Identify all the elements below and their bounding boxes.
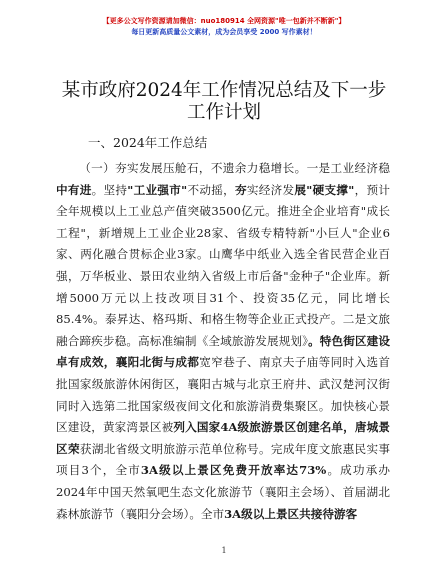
bold-text-run: 3A级以上景区免费开放率达73% (140, 463, 327, 478)
text-run: 实经济发 (246, 182, 295, 197)
text-run: 不动摇， (187, 182, 235, 197)
promo-line-1: 【更多公文写作资源请加微信：nuo180914 全网资源"唯一包新并不断新"】 (102, 17, 346, 25)
page-number: 1 (221, 546, 227, 555)
section-heading: 一、2024年工作总结 (88, 135, 208, 150)
bold-text-run: 3A级以上景区共接待游客 (224, 506, 358, 521)
promo-line-2: 每日更新高质量公文素材，成为会员享受 2000 写作素材！ (131, 28, 317, 36)
bold-text-run: 中有进 (56, 182, 92, 197)
document-title: 某市政府2024年工作情况总结及下一步工作计划 (61, 80, 387, 123)
bold-text-run: 列入国家4A级旅游景区创建名单，唐城景区荣 (56, 420, 390, 456)
promo-banner (0, 16, 448, 38)
bold-text-run: 夯 (234, 182, 247, 197)
text-run: 。成功承办2024年中国天然氧吧生态文化旅游节（襄阳主会场）、首届湖北森林旅游节（襄阳分会场）。全市 (56, 463, 390, 521)
bold-text-run: 。特色街区建设卓有成效，襄阳北街与成都 (56, 333, 390, 370)
bold-text-run: "工业强市" (127, 182, 188, 197)
text-run: 。坚持 (91, 182, 128, 197)
text-run: 获湖北省级文明旅游示范单位称号。完成年度文旅惠民实事项目3个，全市 (56, 441, 390, 478)
body-paragraph (56, 158, 390, 525)
bold-text-run: 展"硬支撑" (294, 182, 355, 197)
body-text (56, 158, 390, 525)
text-run: 宽窄巷子、南京夫子庙等同时入选首批国家级旅游休闲街区，襄阳古城与北京王府井、武汉楚河汉街同时入选第二批国家级夜间文化和旅游消费集聚区。加快核心景区建设，黄家湾景区被 (56, 355, 390, 435)
text-run: （一）夯实发展压舱石，不遗余力稳增长。一是工业经济稳 (79, 161, 390, 175)
text-run: ，预计全年规模以上工业总产值突破3500亿元。推进全企业培育"成长工程"，新增规上工业企业28家、省级专精特新"小巨人"企业6家、两化融合贯标企业3家。山鹰华中纸业入选全省民营企业百强，万华板业、景田农业纳入省级上市后备"金种子"企业库。新增5000万元以上技改项目31个、投资35亿元，同比增长85.4%。泰昇达、格玛斯、和格生物等企业正式投产。二是文旅融合蹄疾步稳。高标准编制《全域旅游发展规划》 (56, 182, 390, 348)
